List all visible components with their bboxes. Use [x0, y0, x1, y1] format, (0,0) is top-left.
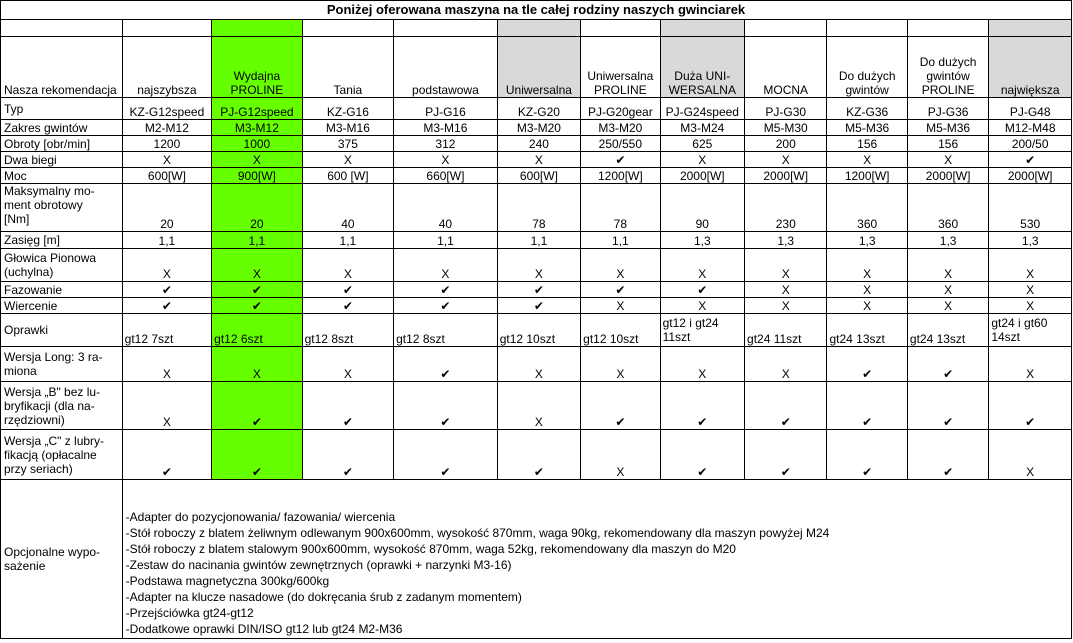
table-cell: M5-M36 — [827, 120, 907, 136]
cross-mark: X — [827, 298, 907, 314]
cross-mark: X — [907, 282, 988, 298]
check-icon: ✔ — [907, 430, 988, 480]
column-header: MOCNA — [745, 37, 827, 98]
list-item: -Przejściówka gt24-gt12 — [125, 606, 254, 620]
table-row — [1, 120, 1072, 136]
table-cell: 1000 — [212, 136, 302, 152]
table-cell: 1,3 — [660, 232, 744, 249]
optional-equipment-list — [122, 480, 1071, 639]
cross-mark: X — [302, 249, 394, 282]
table-cell: 90 — [660, 184, 744, 232]
cross-mark: X — [122, 249, 211, 282]
table-cell: 600 [W] — [302, 168, 394, 184]
table-row — [1, 152, 1072, 168]
cross-mark: X — [745, 249, 827, 282]
column-header: Uniwersalna PROLINE — [581, 37, 660, 98]
cross-mark: X — [122, 347, 211, 382]
recommendation-label: Nasza rekomendacja — [1, 37, 123, 98]
table-cell: 1,3 — [745, 232, 827, 249]
check-icon: ✔ — [660, 430, 744, 480]
table-cell: 1,3 — [907, 232, 988, 249]
table-cell: KZ-G12speed — [122, 98, 211, 120]
cross-mark: X — [302, 347, 394, 382]
table-cell: PJ-G30 — [745, 98, 827, 120]
table-title: Poniżej oferowana maszyna na tle całej rodziny naszych gwinciarek — [1, 1, 1072, 20]
table-cell: 156 — [907, 136, 988, 152]
table-row — [1, 249, 1072, 282]
cross-mark: X — [660, 298, 744, 314]
table-cell: gt12 6szt — [212, 314, 302, 347]
cross-mark: X — [827, 249, 907, 282]
table-cell: PJ-G48 — [989, 98, 1072, 120]
table-cell: M3-M20 — [581, 120, 660, 136]
cross-mark: X — [302, 152, 394, 168]
table-cell: 1200[W] — [827, 168, 907, 184]
table-cell: 250/550 — [581, 136, 660, 152]
check-icon: ✔ — [827, 430, 907, 480]
table-cell: 20 — [122, 184, 211, 232]
check-icon: ✔ — [989, 152, 1072, 168]
check-icon: ✔ — [122, 430, 211, 480]
cross-mark: X — [907, 249, 988, 282]
check-icon: ✔ — [660, 282, 744, 298]
table-cell: 600[W] — [122, 168, 211, 184]
cross-mark: X — [581, 298, 660, 314]
row-label: Zakres gwintów — [1, 120, 123, 136]
check-icon: ✔ — [122, 282, 211, 298]
check-icon: ✔ — [907, 347, 988, 382]
table-cell: 1,1 — [497, 232, 580, 249]
table-row — [1, 430, 1072, 480]
table-cell: gt24 13szt — [907, 314, 988, 347]
row-label: Wersja „C" z lubry- fikacją (opłacalne przy seriach) — [1, 430, 123, 480]
table-cell: 78 — [581, 184, 660, 232]
cross-mark: X — [497, 249, 580, 282]
cross-mark: X — [581, 347, 660, 382]
check-icon: ✔ — [122, 298, 211, 314]
check-icon: ✔ — [660, 382, 744, 430]
cross-mark: X — [212, 249, 302, 282]
cross-mark: X — [745, 282, 827, 298]
cross-mark: X — [745, 298, 827, 314]
check-icon: ✔ — [907, 382, 988, 430]
table-cell: M2-M12 — [122, 120, 211, 136]
table-cell: 1200[W] — [581, 168, 660, 184]
cross-mark: X — [745, 347, 827, 382]
table-cell: 200/50 — [989, 136, 1072, 152]
spacer-row — [1, 20, 1072, 37]
table-cell: KZ-G36 — [827, 98, 907, 120]
cross-mark: X — [212, 152, 302, 168]
check-icon: ✔ — [302, 282, 394, 298]
cross-mark: X — [497, 152, 580, 168]
table-cell: 1200 — [122, 136, 211, 152]
cross-mark: X — [989, 282, 1072, 298]
table-cell: M3-M16 — [302, 120, 394, 136]
list-item: -Stół roboczy z blatem stalowym 900x600mm, wysokość 870mm, waga 52kg, rekomendowany dla maszyn do M20 — [125, 542, 736, 556]
cross-mark: X — [827, 282, 907, 298]
table-cell: M3-M20 — [497, 120, 580, 136]
table-cell: 360 — [907, 184, 988, 232]
table-cell: 312 — [394, 136, 498, 152]
cross-mark: X — [745, 152, 827, 168]
check-icon: ✔ — [394, 298, 498, 314]
cross-mark: X — [394, 152, 498, 168]
table-cell: 1,1 — [394, 232, 498, 249]
table-cell: 200 — [745, 136, 827, 152]
table-cell: M5-M30 — [745, 120, 827, 136]
table-cell: PJ-G24speed — [660, 98, 744, 120]
table-row — [1, 382, 1072, 430]
cross-mark: X — [907, 298, 988, 314]
table-row — [1, 298, 1072, 314]
check-icon: ✔ — [302, 298, 394, 314]
check-icon: ✔ — [827, 347, 907, 382]
check-icon: ✔ — [745, 430, 827, 480]
table-row — [1, 184, 1072, 232]
check-icon: ✔ — [212, 430, 302, 480]
table-cell: 230 — [745, 184, 827, 232]
check-icon: ✔ — [827, 382, 907, 430]
table-cell: gt12 10szt — [581, 314, 660, 347]
table-cell: 156 — [827, 136, 907, 152]
table-cell: 375 — [302, 136, 394, 152]
table-cell: M12-M48 — [989, 120, 1072, 136]
check-icon: ✔ — [394, 282, 498, 298]
cross-mark: X — [497, 382, 580, 430]
optional-equipment-row — [1, 480, 1072, 639]
table-cell: 1,3 — [989, 232, 1072, 249]
list-item: -Adapter na klucze nasadowe (do dokręcania śrub z zadanym momentem) — [125, 590, 522, 604]
table-cell: gt12 7szt — [122, 314, 211, 347]
table-cell: gt12 8szt — [394, 314, 498, 347]
table-row — [1, 136, 1072, 152]
check-icon: ✔ — [394, 430, 498, 480]
row-label: Głowica Pionowa (uchylna) — [1, 249, 123, 282]
check-icon: ✔ — [745, 382, 827, 430]
cross-mark: X — [122, 152, 211, 168]
table-row — [1, 282, 1072, 298]
table-cell: 900[W] — [212, 168, 302, 184]
cross-mark: X — [394, 249, 498, 282]
table-cell: gt12 i gt24 11szt — [660, 314, 744, 347]
check-icon: ✔ — [581, 282, 660, 298]
cross-mark: X — [660, 152, 744, 168]
check-icon: ✔ — [989, 382, 1072, 430]
table-cell: gt24 11szt — [745, 314, 827, 347]
check-icon: ✔ — [497, 298, 580, 314]
column-header: Do dużych gwintów PROLINE — [907, 37, 988, 98]
table-cell: 1,1 — [212, 232, 302, 249]
table-cell: 2000[W] — [745, 168, 827, 184]
table-cell: gt24 13szt — [827, 314, 907, 347]
table-cell: gt24 i gt60 14szt — [989, 314, 1072, 347]
table-row — [1, 232, 1072, 249]
table-row — [1, 314, 1072, 347]
list-item: -Stół roboczy z blatem żeliwnym odlewanym 900x600mm, wysokość 870mm, waga 90kg, rekomendowany dla maszyn powyżej M24 — [125, 526, 830, 540]
row-label: Moc — [1, 168, 123, 184]
check-icon: ✔ — [212, 298, 302, 314]
row-label: Wersja Long: 3 ra- miona — [1, 347, 123, 382]
check-icon: ✔ — [212, 382, 302, 430]
column-header: Duża UNI-WERSALNA — [660, 37, 744, 98]
table-cell: 660[W] — [394, 168, 498, 184]
table-row — [1, 347, 1072, 382]
table-cell: KZ-G16 — [302, 98, 394, 120]
row-label: Obroty [obr/min] — [1, 136, 123, 152]
row-label: Typ — [1, 98, 123, 120]
table-cell: PJ-G20gear — [581, 98, 660, 120]
check-icon: ✔ — [497, 430, 580, 480]
list-item: -Zestaw do nacinania gwintów zewnętrznych (oprawki + narzynki M3-16) — [125, 558, 512, 572]
list-item: -Adapter do pozycjonowania/ fazowania/ wiercenia — [125, 510, 396, 524]
cross-mark: X — [989, 249, 1072, 282]
column-header: Wydajna PROLINE — [212, 37, 302, 98]
row-label: Dwa biegi — [1, 152, 123, 168]
check-icon: ✔ — [302, 430, 394, 480]
cross-mark: X — [989, 430, 1072, 480]
table-cell: 20 — [212, 184, 302, 232]
table-cell: 1,1 — [302, 232, 394, 249]
list-item: -Podstawa magnetyczna 300kg/600kg — [125, 574, 330, 588]
table-cell: PJ-G16 — [394, 98, 498, 120]
table-cell: 360 — [827, 184, 907, 232]
cross-mark: X — [497, 347, 580, 382]
table-cell: 240 — [497, 136, 580, 152]
cross-mark: X — [989, 347, 1072, 382]
row-label: Wersja „B" bez lu- bryfikacji (dla na- rzędziowni) — [1, 382, 123, 430]
table-cell: 40 — [394, 184, 498, 232]
table-cell: M3-M24 — [660, 120, 744, 136]
table-cell: KZ-G20 — [497, 98, 580, 120]
table-cell: 1,1 — [581, 232, 660, 249]
row-label: Wiercenie — [1, 298, 123, 314]
check-icon: ✔ — [212, 282, 302, 298]
cross-mark: X — [212, 347, 302, 382]
table-cell: 2000[W] — [907, 168, 988, 184]
table-cell: 530 — [989, 184, 1072, 232]
table-cell: 600[W] — [497, 168, 580, 184]
cross-mark: X — [989, 298, 1072, 314]
check-icon: ✔ — [581, 382, 660, 430]
table-cell: 78 — [497, 184, 580, 232]
check-icon: ✔ — [497, 282, 580, 298]
check-icon: ✔ — [394, 347, 498, 382]
row-label: Oprawki — [1, 314, 123, 347]
table-cell: M5-M36 — [907, 120, 988, 136]
column-header: największa — [989, 37, 1072, 98]
row-label: Zasięg [m] — [1, 232, 123, 249]
cross-mark: X — [827, 152, 907, 168]
column-header: Do dużych gwintów — [827, 37, 907, 98]
column-header: Uniwersalna — [497, 37, 580, 98]
check-icon: ✔ — [581, 152, 660, 168]
row-label: Fazowanie — [1, 282, 123, 298]
optional-equipment-label: Opcjonalne wypo- sażenie — [1, 480, 123, 639]
table-cell: 625 — [660, 136, 744, 152]
table-cell: gt12 10szt — [497, 314, 580, 347]
row-label: Maksymalny mo- ment obrotowy [Nm] — [1, 184, 123, 232]
column-header: Tania — [302, 37, 394, 98]
cross-mark: X — [660, 347, 744, 382]
check-icon: ✔ — [302, 382, 394, 430]
cross-mark: X — [581, 430, 660, 480]
table-cell: 2000[W] — [660, 168, 744, 184]
table-cell: M3-M16 — [394, 120, 498, 136]
cross-mark: X — [907, 152, 988, 168]
table-cell: 2000[W] — [989, 168, 1072, 184]
table-row — [1, 98, 1072, 120]
list-item: -Dodatkowe oprawki DIN/ISO gt12 lub gt24 M2-M36 — [125, 622, 403, 636]
table-cell: PJ-G36 — [907, 98, 988, 120]
table-cell: 40 — [302, 184, 394, 232]
table-cell: PJ-G12speed — [212, 98, 302, 120]
table-row — [1, 168, 1072, 184]
table-cell: 1,1 — [122, 232, 211, 249]
column-header: podstawowa — [394, 37, 498, 98]
cross-mark: X — [581, 249, 660, 282]
cross-mark: X — [122, 382, 211, 430]
check-icon: ✔ — [394, 382, 498, 430]
table-cell: M3-M12 — [212, 120, 302, 136]
column-header: najszybsza — [122, 37, 211, 98]
cross-mark: X — [660, 249, 744, 282]
table-cell: gt12 8szt — [302, 314, 394, 347]
table-cell: 1,3 — [827, 232, 907, 249]
